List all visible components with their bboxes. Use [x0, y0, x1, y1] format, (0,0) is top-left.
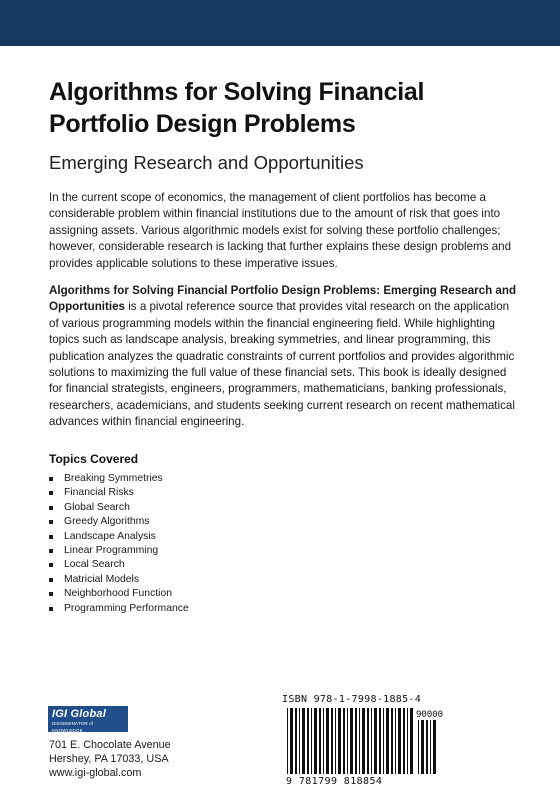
publisher-address [49, 738, 171, 781]
barcode-bar [299, 708, 300, 774]
topic-label: Matricial Models [64, 573, 140, 585]
bullet-icon [49, 592, 53, 596]
topic-label: Programming Performance [64, 602, 189, 614]
list-item [49, 602, 189, 616]
barcode-bar [407, 708, 408, 774]
list-item [49, 486, 189, 500]
barcode-bar [395, 708, 396, 774]
barcode-bar [326, 708, 329, 774]
topics-heading: Topics Covered [49, 452, 139, 466]
barcode-bar [403, 708, 405, 774]
topic-label: Breaking Symmetries [64, 473, 163, 484]
barcode-bar [287, 708, 288, 774]
barcode-bar [355, 708, 357, 774]
barcode-bar [323, 708, 324, 774]
list-item [49, 558, 189, 572]
barcode-bar [335, 708, 336, 774]
barcode-addon-bars [418, 720, 438, 774]
barcode-bar [307, 708, 309, 774]
barcode-bar [347, 708, 348, 774]
list-item [49, 515, 189, 529]
publisher-website: www.igi-global.com [49, 767, 142, 780]
bullet-icon [49, 578, 53, 582]
barcode-bar [319, 708, 321, 774]
list-item [49, 544, 189, 558]
topic-label: Local Search [64, 559, 125, 571]
list-item [49, 472, 189, 486]
publisher-logo [48, 706, 128, 732]
topics-list [49, 472, 189, 616]
topic-label: Linear Programming [64, 545, 159, 557]
barcode-bar [391, 708, 393, 774]
barcode-bar [410, 708, 413, 774]
barcode-bar [331, 708, 333, 774]
bullet-icon [49, 535, 53, 539]
description-body: is a pivotal reference source that provides vital research on the application of various programming models within the financial engineering field. While highlighting topics such as landscape analysis, breaking symmetries, and linear programming, this publication analyzes the quadratic constraints of current portfolios and provides algorithmic solutions to maximizing the full value of these financial sets. This book is ideally designed for financial strategists, engineers, programmers, mathematicians, banking professionals, researchers, academicians, and students seeking current research on recent mathematical advances within financial engineering. [49, 300, 515, 429]
topic-label: Landscape Analysis [64, 530, 156, 542]
top-color-band [0, 0, 560, 46]
barcode-bar [426, 720, 428, 774]
barcode-bar [430, 720, 431, 774]
topic-label: Greedy Algorithms [64, 516, 150, 528]
topic-label: Neighborhood Function [64, 588, 173, 600]
barcode-bar [379, 708, 381, 774]
barcode-bar [359, 708, 360, 774]
barcode-bar [302, 708, 305, 774]
barcode-bar [295, 708, 297, 774]
book-subtitle: Emerging Research and Opportunities [49, 152, 364, 173]
bullet-icon [49, 520, 53, 524]
isbn-barcode [282, 694, 444, 794]
barcode-bar [398, 708, 401, 774]
barcode-bar [386, 708, 389, 774]
barcode-bar [343, 708, 345, 774]
bullet-icon [49, 491, 53, 495]
barcode-digits: 9 781799 818854 [286, 776, 383, 787]
barcode-bar [314, 708, 317, 774]
bullet-icon [49, 607, 53, 611]
description-paragraph-1: In the current scope of economics, the management of client portfolios has become a considerable problem within financial institutions due to the amount of risk that goes into assigning assets. Various algorithmic models exist for solving these portfolio challenges; however, considerable research is lacking that further explains these design problems and provides applicable solutions to these imperative issues. [49, 191, 512, 270]
book-title: Algorithms for Solving Financial Portfolio Design Problems [49, 78, 425, 138]
bullet-icon [49, 563, 53, 567]
isbn-number: ISBN 978-1-7998-1885-4 [282, 694, 422, 705]
bullet-icon [49, 506, 53, 510]
description-paragraph-2 [49, 283, 521, 431]
topic-label: Financial Risks [64, 487, 134, 499]
logo-tagline: DISSEMINATOR of KNOWLEDGE [52, 721, 94, 733]
bullet-icon [49, 477, 53, 481]
address-line-1: 701 E. Chocolate Avenue [49, 739, 171, 751]
barcode-bar [374, 708, 377, 774]
bullet-icon [49, 549, 53, 553]
barcode-bar [367, 708, 369, 774]
logo-name: IGI Global [52, 708, 106, 720]
barcode-bar [350, 708, 353, 774]
barcode-bar [338, 708, 341, 774]
list-item [49, 530, 189, 544]
barcode-bar [371, 708, 372, 774]
barcode-bar [362, 708, 365, 774]
barcode-addon: 90000 [416, 710, 444, 720]
barcode-bar [290, 708, 293, 774]
address-line-2: Hershey, PA 17033, USA [49, 753, 169, 766]
description-bold-title: Algorithms for Solving Financial Portfolio Design Problems: Emerging Research and Opportunities [49, 284, 517, 314]
barcode-bar [433, 720, 436, 774]
barcode-bar [418, 720, 419, 774]
list-item [49, 587, 189, 601]
barcode-bar [311, 708, 312, 774]
list-item [49, 573, 189, 587]
list-item [49, 501, 189, 515]
topic-label: Global Search [64, 501, 130, 513]
barcode-bar [383, 708, 384, 774]
barcode-bar [421, 720, 424, 774]
barcode-bars [287, 708, 416, 774]
